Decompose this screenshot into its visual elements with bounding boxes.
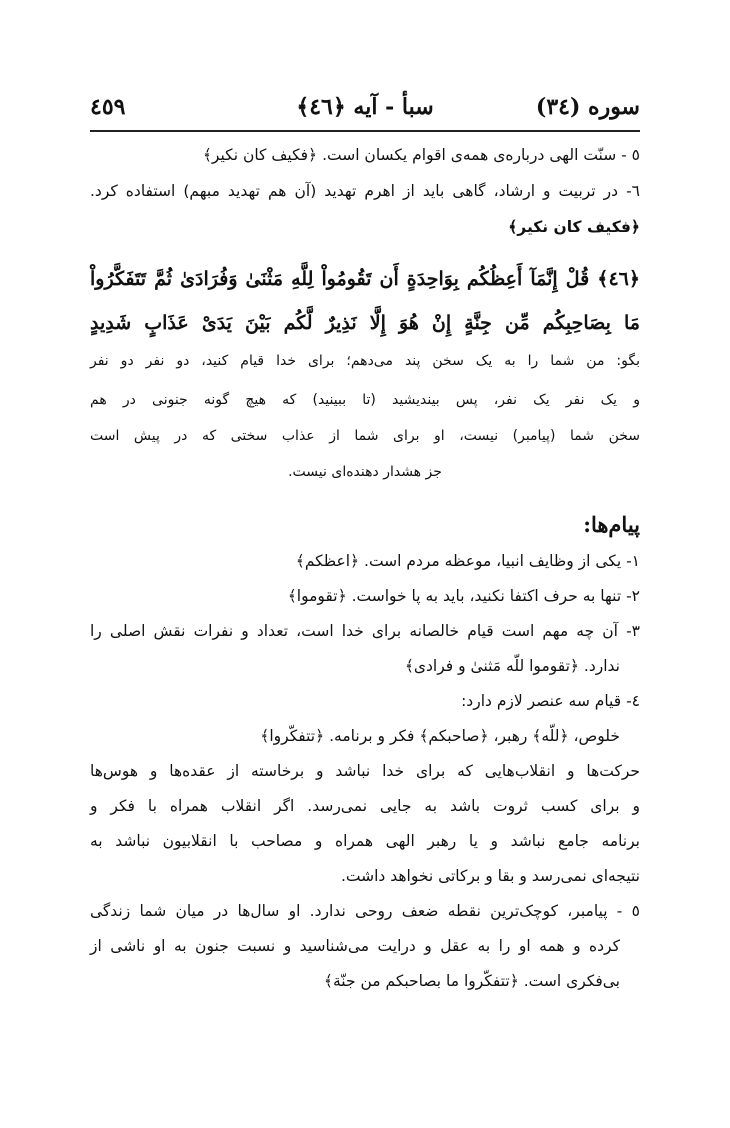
message-line: ٤- قيام سه عنصر لازم دارد: [461,692,640,710]
message-line: و براى كسب ثروت باشد به جايى نمى‌رسد. اگر انقلاب همراه با فكر و [90,797,640,815]
message-line: حركت‌ها و انقلاب‌هايى كه براى خدا نباشد و برخاسته از عقده‌ها و هوس‌ها [90,762,640,780]
message-line: ١- يكى از وظايف انبيا، موعظه مردم است. ﴿اعظكم﴾ [295,552,640,570]
message-line: خلوص، ﴿للّه﴾ رهبر، ﴿صاحبكم﴾ فكر و برنامه. ﴿تتفكّروا﴾ [260,727,620,745]
intro-line: ٥ - سنّت الهى درباره‌ى همه‌ى اقوام يكسان است. ﴿فكيف كان نكير﴾ [202,146,640,164]
translation-line: سخن شما (پيامبر) نيست، او براى شما از عذاب سختى كه در پيش است [90,428,640,444]
surah-label: سوره (٣٤) [535,94,640,120]
message-line: كرده و همه او را به عقل و درايت مى‌شناسيد و نسبت جنون به او ناشى از [90,937,620,955]
intro-line: ﴿فكيف كان نكير﴾ [508,218,640,236]
section-title: پيام‌ها: [583,512,640,537]
message-line: ٣- آن چه مهم است قيام خالصانه براى خدا است، تعداد و نفرات نقش اصلى را [90,622,640,640]
message-line: ٥ - پيامبر، كوچک‌ترين نقطه ضعف روحى ندارد. او سال‌ها در ميان شما زندگى [90,902,640,920]
message-line: بى‌فكرى است. ﴿تتفكّروا ما بصاحبكم من جنّة﴾ [323,972,620,990]
message-line: برنامه جامع نباشد و يا رهبر الهى همراه و مصاحب با انقلابيون نباشد به [90,832,640,850]
page-number: ٤٥٩ [90,94,126,120]
translation-line: و يک نفر يک نفر، پس بينديشيد (تا ببينيد) كه هيچ گونه جنونى در هم [90,392,640,408]
message-line: ندارد. ﴿تقوموا للّه مَثنىٰ و فرادى﴾ [404,657,620,675]
translation-line: جز هشدار دهنده‌اى نيست. [288,464,442,480]
page-header [90,92,640,132]
verse-line: ﴿٤٦﴾ قُلْ إِنَّمَآ أَعِظُكُم بِوَاحِدَةٍ أَن تَقُومُواْ لِلَّهِ مَثْنَىٰ وَفُرَادَىٰ ثُمَّ تَتَفَكَّرُواْ [90,268,640,290]
message-line: ٢- تنها به حرف اكتفا نكنيد، بايد به پا خواست. ﴿تقوموا﴾ [287,587,640,605]
translation-line: بگو: من شما را به يک سخن پند مى‌دهم؛ براى خدا قيام كنيد، دو نفر دو نفر [90,353,640,369]
message-line: نتيجه‌اى نمى‌رسد و بقا و بركاتى نخواهد داشت. [340,867,640,885]
verse-line: مَا بِصَاحِبِكُم مِّن جِنَّةٍ إِنْ هُوَ إِلَّا نَذِيرٌ لَّكُم بَيْنَ يَدَىْ عَذَابٍ شَدِيدٍ [90,312,640,334]
header-title: سبأ - آيه ﴿٤٦﴾ [296,94,434,120]
intro-line: ٦- در تربيت و ارشاد، گاهى بايد از اهرم تهديد (آن هم تهديد مبهم) استفاده كرد. [90,182,640,200]
